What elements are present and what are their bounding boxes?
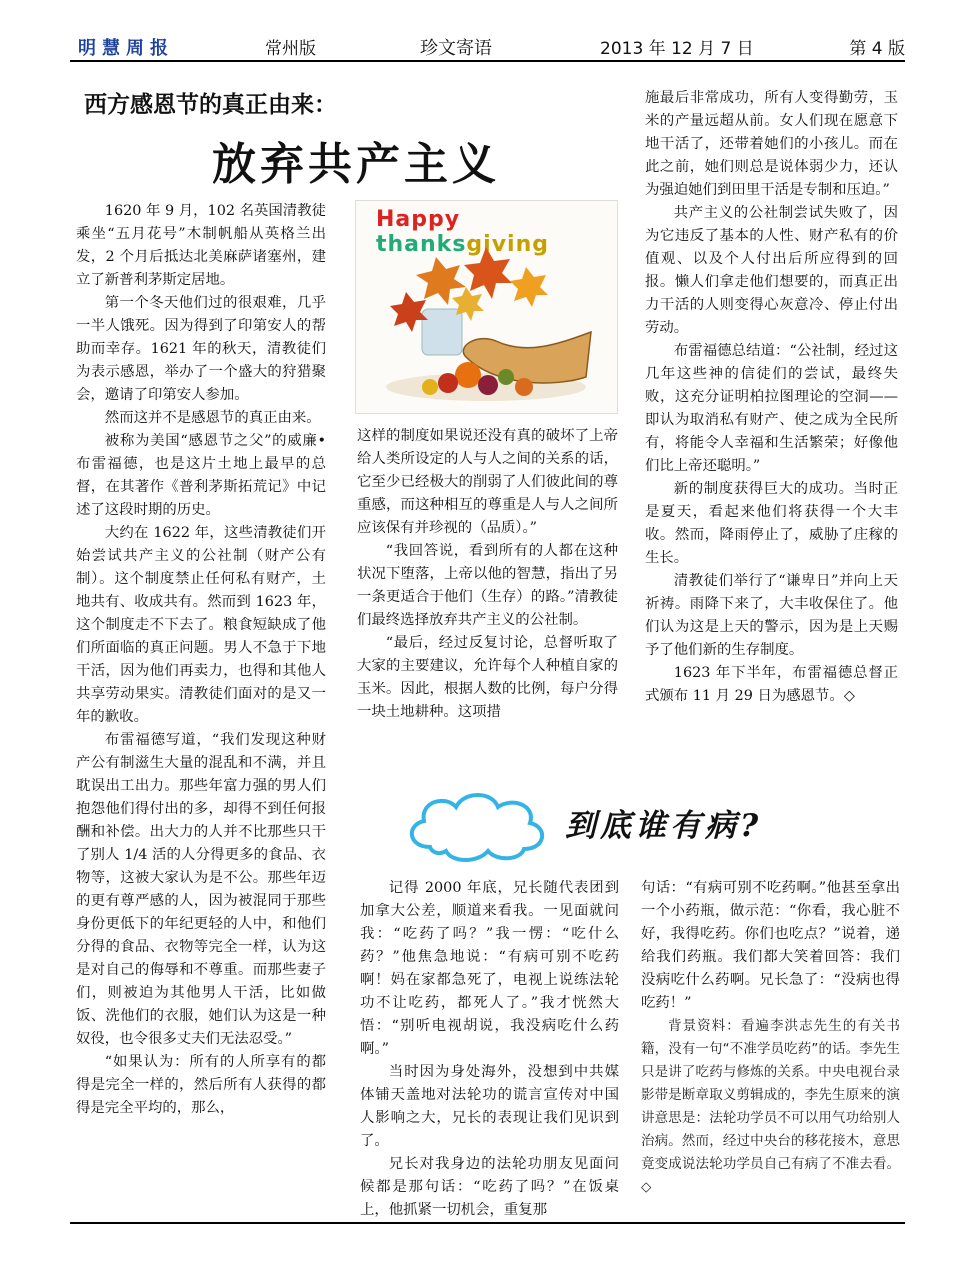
paragraph: 施最后非常成功，所有人变得勤劳，玉米的产量远超从前。女人们现在愿意下地干活了，还带着她们的小孩儿。而在此之前，她们则总是说体弱少力，还认为强迫她们到田里干活是专制和压迫。” xyxy=(645,90,898,198)
paragraph: 布雷福德总结道：“公社制，经过这几年这些神的信徒们的尝试，最终失败，这充分证明柏拉图理论的空洞——即认为取消私有财产、使之成为全民所有，将能令人幸福和生活繁荣；好像他们比上帝还聪明。” xyxy=(645,343,898,474)
article1-column-2 xyxy=(357,425,618,724)
header-rule xyxy=(70,60,905,62)
cornucopia-icon xyxy=(356,237,617,413)
paragraph: “最后，经过反复讨论，总督听取了大家的主要建议，允许每个人种植自家的玉米。因此，根据人数的比例，每户分得一块土地耕种。这项措 xyxy=(357,635,618,720)
edition-label: 常州版 xyxy=(265,39,316,59)
article2-column-1 xyxy=(360,877,619,1222)
background-note: 背景资料：看遍李洪志先生的有关书籍，没有一句“不准学员吃药”的话。李先生只是讲了吃药与修炼的关系。中央电视台录影带是断章取义剪辑成的，李先生原来的演讲意思是：法轮功学员不可以用气功给别人治病。然而，经过中央台的移花接木，意思竟变成说法轮功学员自己有病了不准去看。◇ xyxy=(641,1018,900,1195)
article1-column-1 xyxy=(76,200,326,1120)
paragraph: 句话：“有病可别不吃药啊。”他甚至拿出一个小药瓶，做示范：“你看，我心脏不好，我得吃药。你们也吃点？”说着，递给我们药瓶。我们都大笑着回答：我们没病吃什么药啊。兄长急了：“没病也得吃药！” xyxy=(641,880,900,1011)
masthead: 明慧周报 xyxy=(78,38,174,59)
article2-headline: 到底谁有病? xyxy=(565,808,763,844)
caption-word: Happy xyxy=(376,207,461,232)
article2-column-2 xyxy=(641,877,900,1199)
paragraph: 大约在 1622 年，这些清教徒们开始尝试共产主义的公社制（财产公有制）。这个制度禁止任何私有财产，土地共有、收成共有。然而到 1623 年，这个制度走不下去了。粮食短缺成了他们所面临的真正问题。男人不急于下地干活，因为他们再卖力，也得和其他人共享劳动果实。清教徒们面对的是又一年的歉收。 xyxy=(76,525,326,725)
paragraph: 共产主义的公社制尝试失败了，因为它违反了基本的人性、财产私有的价值观、以及个人付出后所应得到的回报。懒人们拿走他们想要的，而真正出力干活的人则变得心灰意冷、停止付出劳动。 xyxy=(645,205,898,336)
caption-word: giving xyxy=(466,232,550,257)
article1-headline: 放弃共产主义 xyxy=(212,139,500,190)
paragraph: 被称为美国“感恩节之父”的威廉•布雷福德，也是这片土地上最早的总督，在其著作《普利茅斯拓荒记》中记述了这段时期的历史。 xyxy=(76,433,326,518)
thanksgiving-illustration xyxy=(355,200,618,414)
paragraph: “我回答说，看到所有的人都在这种状况下堕落，上帝以他的智慧，指出了另一条更适合于他们（生存）的路。”清教徒们最终选择放弃共产主义的公社制。 xyxy=(357,543,618,628)
footer-rule xyxy=(70,1222,905,1224)
paragraph: 当时因为身处海外，没想到中共媒体铺天盖地对法轮功的谎言宣传对中国人影响之大，兄长的表现让我们见识到了。 xyxy=(360,1064,619,1149)
issue-date: 2013 年 12 月 7 日 xyxy=(600,39,754,59)
page-number: 第 4 版 xyxy=(849,39,905,59)
paragraph: 1620 年 9 月，102 名英国清教徒乘坐“五月花号”木制帆船从英格兰出发，2 个月后抵达北美麻萨诸塞州，建立了新普利茅斯定居地。 xyxy=(76,203,326,288)
page-header xyxy=(70,32,905,60)
paragraph: 布雷福德写道，“我们发现这种财产公有制滋生大量的混乱和不满，并且耽误出工出力。那些年富力强的男人们抱怨他们得付出的多，却得不到任何报酬和补偿。出大力的人并不比那些只干了别人 1/4 活的人分得更多的食品、衣物等，这被大家认为是不公。那些年迈的更有尊严感的人，因为被混同于那些身份更低下的年纪更轻的人中，和他们分得的食品、衣物等完全一样，认为这是对自己的侮辱和不尊重。而那些妻子们，则被迫为其他男人干活，比如做饭、洗他们的衣服，她们认为这是一种奴役，也令很多丈夫们无法忍受。” xyxy=(76,732,326,1047)
cloud-icon xyxy=(400,785,550,865)
paragraph: 这样的制度如果说还没有真的破坏了上帝给人类所设定的人与人之间的关系的话，它至少已经极大的削弱了人们彼此间的尊重感，而这种相互的尊重是人与人之间所应该保有并珍视的（品质）。” xyxy=(357,428,618,536)
paragraph: 然而这并不是感恩节的真正由来。 xyxy=(104,410,321,426)
article1-kicker: 西方感恩节的真正由来： xyxy=(84,92,337,118)
paragraph: 1623 年下半年，布雷福德总督正式颁布 11 月 29 日为感恩节。◇ xyxy=(645,665,898,704)
article1-column-3 xyxy=(645,87,898,708)
paragraph: 新的制度获得巨大的成功。当时正是夏天，看起来他们将获得一个大丰收。然而，降雨停止了，威胁了庄稼的生长。 xyxy=(645,481,898,566)
paragraph: 第一个冬天他们过的很艰难，几乎一半人饿死。因为得到了印第安人的帮助而幸存。1621 年的秋天，清教徒们为表示感恩，举办了一个盛大的狩猎聚会，邀请了印第安人参加。 xyxy=(76,295,326,403)
caption-word: thanks xyxy=(376,232,467,257)
paragraph: 记得 2000 年底，兄长随代表团到加拿大公差，顺道来看我。一见面就问我：“吃药了吗？”我一愣：“吃什么药？”他焦急地说：“有病可别不吃药啊！妈在家都急死了，电视上说练法轮功不让吃药，都死人了。”我才恍然大悟：“别听电视胡说，我没病吃什么药啊。” xyxy=(360,880,619,1057)
paragraph: 清教徒们举行了“谦卑日”并向上天祈祷。雨降下来了，大丰收保住了。他们认为这是上天的警示，因为是上天赐予了他们新的生存制度。 xyxy=(645,573,898,658)
paragraph: “如果认为：所有的人所享有的都得是完全一样的，然后所有人获得的都得是完全平均的，那么， xyxy=(76,1054,326,1116)
section-label: 珍文寄语 xyxy=(420,38,492,59)
paragraph: 兄长对我身边的法轮功朋友见面问候都是那句话：“吃药了吗？”在饭桌上，他抓紧一切机会，重复那 xyxy=(360,1156,619,1218)
